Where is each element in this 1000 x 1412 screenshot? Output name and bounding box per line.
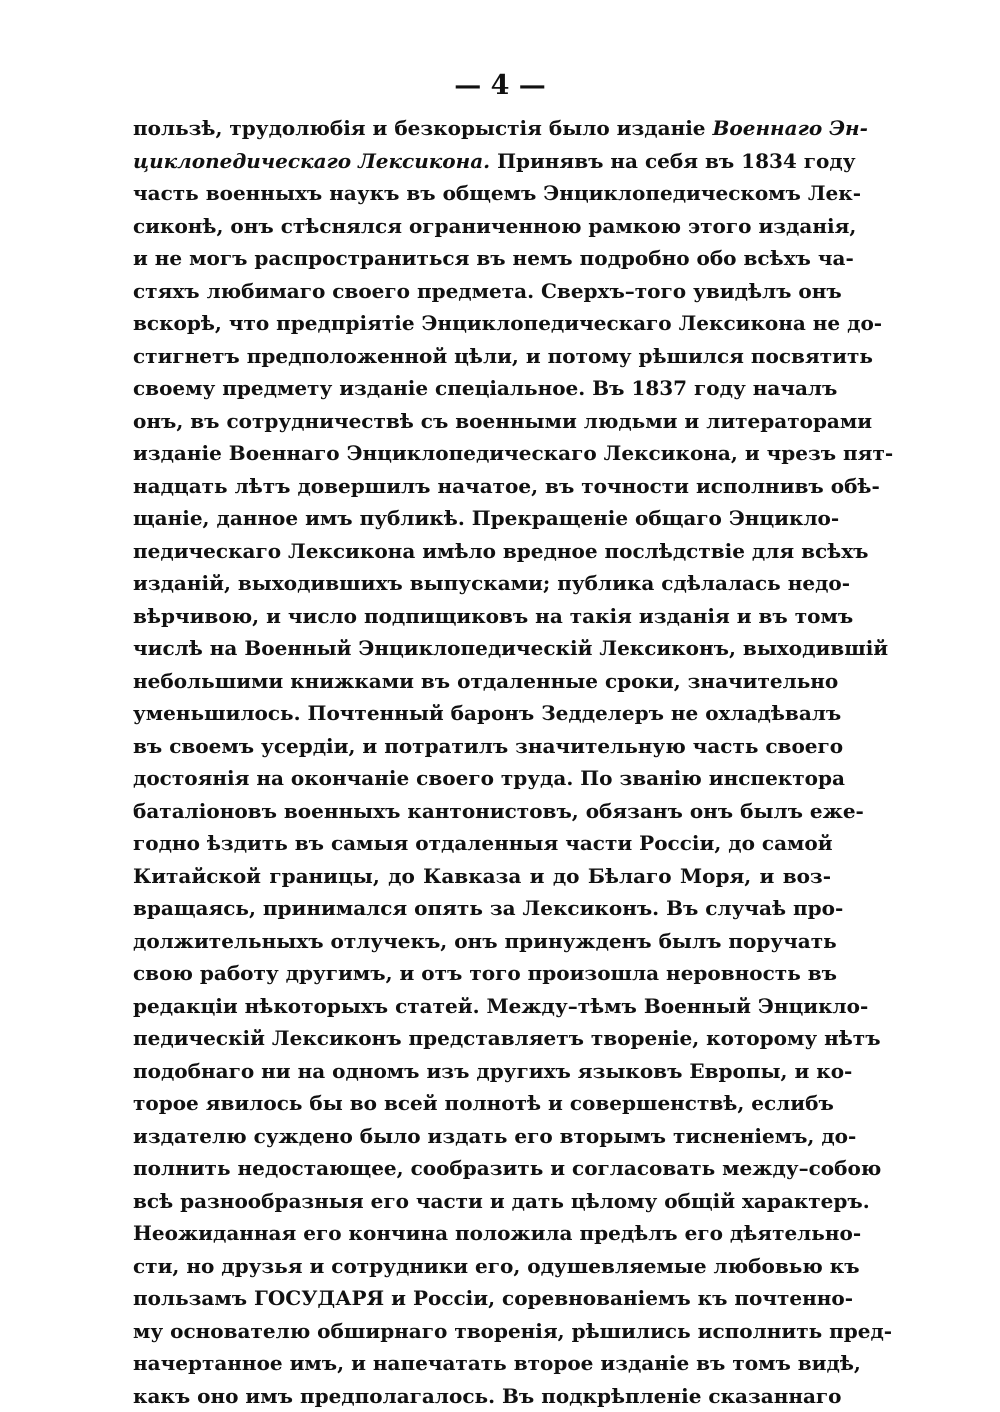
text-line: му основателю обширнаго творенія, рѣшились исполнить пред- (133, 1315, 831, 1348)
text-line: какъ оно имъ предполагалось. Въ подкрѣпленіе сказаннаго (133, 1380, 831, 1412)
text-line: щаніе, данное имъ публикѣ. Прекращеніе общаго Энцикло- (133, 502, 831, 535)
text-line: редакціи нѣкоторыхъ статей. Между–тѣмъ Военный Энцикло- (133, 990, 831, 1023)
text-line-1-italic: Военнаго Эн- (713, 116, 868, 140)
text-line: торое явилось бы во всей полнотѣ и совершенствѣ, еслибъ (133, 1087, 831, 1120)
text-line: подобнаго ни на одномъ изъ другихъ языковъ Европы, и ко- (133, 1055, 831, 1088)
text-line: вращаясь, принимался опять за Лексиконъ. Въ случаѣ про- (133, 892, 831, 925)
text-line: надцать лѣтъ довершилъ начатое, въ точности исполнивъ обѣ- (133, 470, 831, 503)
text-line: небольшими книжками въ отдаленные сроки, значительно (133, 665, 831, 698)
text-line-2-italic: циклопедическаго Лексикона. (133, 149, 490, 173)
body-text (133, 112, 831, 1412)
text-line: Неожиданная его кончина положила предѣлъ его дѣятельно- (133, 1217, 831, 1250)
text-line: должительныхъ отлучекъ, онъ принужденъ былъ поручать (133, 925, 831, 958)
text-line: Китайской границы, до Кавказа и до Бѣлаго Моря, и воз- (133, 860, 831, 893)
text-line: полнить недостающее, сообразить и согласовать между–собою (133, 1152, 831, 1185)
text-line: начертанное имъ, и напечатать второе изданіе въ томъ видѣ, (133, 1347, 831, 1380)
text-line: свою работу другимъ, и отъ того произошла неровность въ (133, 957, 831, 990)
text-line: стяхъ любимаго своего предмета. Сверхъ–того увидѣлъ онъ (133, 275, 831, 308)
text-line: числѣ на Военный Энциклопедическій Лексиконъ, выходившій (133, 632, 831, 665)
text-line: вскорѣ, что предпріятіе Энциклопедическаго Лексикона не до- (133, 307, 831, 340)
text-line: стигнетъ предположенной цѣли, и потому рѣшился посвятить (133, 340, 831, 373)
text-line: онъ, въ сотрудничествѣ съ военными людьми и литераторами (133, 405, 831, 438)
page-number: — 4 — (0, 70, 1000, 101)
text-line: педическаго Лексикона имѣло вредное послѣдствіе для всѣхъ (133, 535, 831, 568)
text-line: изданій, выходившихъ выпусками; публика сдѣлалась недо- (133, 567, 831, 600)
text-line-1 (133, 112, 831, 145)
text-line-2 (133, 145, 831, 178)
text-line: и не могъ распространиться въ немъ подробно обо всѣхъ ча- (133, 242, 831, 275)
text-line: сиконѣ, онъ стѣснялся ограниченною рамкою этого изданія, (133, 210, 831, 243)
text-line: вѣрчивою, и число подпищиковъ на такія изданія и въ томъ (133, 600, 831, 633)
text-line-1-regular: пользѣ, трудолюбія и безкорыстія было изданіе (133, 116, 713, 140)
text-line: педическій Лексиконъ представляетъ твореніе, которому нѣтъ (133, 1022, 831, 1055)
text-line: изданіе Военнаго Энциклопедическаго Лексикона, и чрезъ пят- (133, 437, 831, 470)
text-line: въ своемъ усердіи, и потратилъ значительную часть своего (133, 730, 831, 763)
text-line: сти, но друзья и сотрудники его, одушевляемые любовью къ (133, 1250, 831, 1283)
text-line: часть военныхъ наукъ въ общемъ Энциклопедическомъ Лек- (133, 177, 831, 210)
text-line-2-regular: Принявъ на себя въ 1834 году (490, 149, 855, 173)
text-line: уменьшилось. Почтенный баронъ Зедделеръ не охладѣвалъ (133, 697, 831, 730)
text-line: своему предмету изданіе спеціальное. Въ 1837 году началъ (133, 372, 831, 405)
text-line: баталіоновъ военныхъ кантонистовъ, обязанъ онъ былъ еже- (133, 795, 831, 828)
text-line: годно ѣздить въ самыя отдаленныя части Россіи, до самой (133, 827, 831, 860)
text-line: достоянія на окончаніе своего труда. По званію инспектора (133, 762, 831, 795)
text-line: издателю суждено было издать его вторымъ тисненіемъ, до- (133, 1120, 831, 1153)
text-line: всѣ разнообразныя его части и дать цѣлому общій характеръ. (133, 1185, 831, 1218)
text-line: пользамъ ГОСУДАРЯ и Россіи, соревнованіемъ къ почтенно- (133, 1282, 831, 1315)
